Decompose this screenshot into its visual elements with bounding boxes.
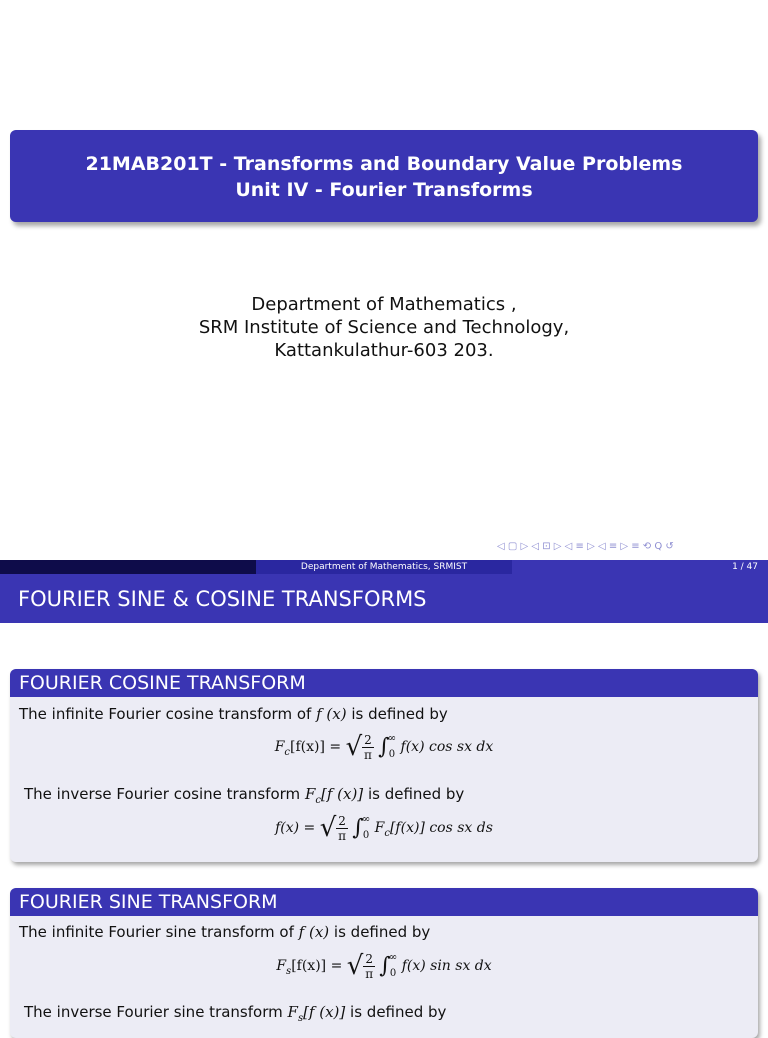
frac-den: π	[364, 747, 372, 762]
int-upper: ∞	[388, 952, 398, 963]
sine-transform-block	[10, 888, 758, 1038]
frac-num: 2	[364, 732, 372, 747]
integral-symbol: ∫	[379, 953, 391, 979]
cosine-inverse-equation	[10, 812, 758, 844]
sine-text2-F: F	[287, 1003, 298, 1021]
sine-block-title	[10, 888, 758, 916]
author-block	[0, 293, 768, 362]
frame-title-text: FOURIER SINE & COSINE TRANSFORMS	[18, 587, 427, 611]
cosine-transform-block	[10, 669, 758, 862]
title-line-2: Unit IV - Fourier Transforms	[235, 179, 533, 201]
frac-num: 2	[338, 813, 346, 828]
eq-body: f(x) sin sx dx	[401, 958, 492, 974]
int-upper: ∞	[361, 814, 371, 825]
fraction	[363, 952, 375, 981]
title-box	[10, 130, 758, 222]
sine-text2-arg: [f (x)]	[303, 1003, 346, 1021]
navigation-icons[interactable]: ◁ ▢ ▷ ◁ ⊡ ▷ ◁ ≡ ▷ ◁ ≡ ▷ ≡ ⟲ Q ↺	[497, 541, 674, 552]
cosine-text2-arg: [f (x)]	[320, 785, 364, 803]
frac-den: π	[365, 966, 374, 981]
sine-text2-post: is defined by	[350, 1003, 447, 1021]
sqrt-symbol: √	[346, 951, 364, 981]
frac-den: π	[338, 828, 347, 843]
sine-text2-pre: The inverse Fourier sine transform	[24, 1003, 283, 1021]
integral-limits	[362, 812, 370, 844]
footer-right	[512, 560, 768, 574]
footer-center: Department of Mathematics, SRMIST	[256, 560, 512, 574]
footer-bar	[0, 560, 768, 574]
eq-F: F	[276, 958, 287, 974]
int-upper: ∞	[387, 733, 397, 744]
footer-left	[0, 560, 256, 574]
author-line-2: SRM Institute of Science and Technology,	[198, 317, 570, 338]
author-line-3: Kattankulathur-603 203.	[274, 340, 494, 361]
eq-F: F	[274, 739, 285, 755]
sqrt-symbol: √	[319, 813, 337, 843]
eq2-F: F	[374, 820, 385, 836]
eq2-lhs: f(x) =	[275, 820, 316, 836]
fraction	[336, 814, 348, 843]
integral-symbol: ∫	[378, 734, 390, 760]
cosine-def-text	[19, 705, 448, 723]
eq-body: f(x) cos sx dx	[400, 739, 494, 755]
eq2-body: [f(x)] cos sx ds	[389, 820, 493, 836]
eq-arg: [f(x)] =	[291, 958, 343, 974]
eq-arg: [f(x)] =	[290, 739, 342, 755]
int-lower: 0	[388, 749, 396, 760]
frac-num: 2	[365, 951, 373, 966]
title-line-1: 21MAB201T - Transforms and Boundary Value Problems	[85, 153, 683, 175]
int-lower: 0	[389, 968, 397, 979]
int-lower: 0	[362, 830, 370, 841]
author-line-1: Department of Mathematics ,	[251, 294, 517, 315]
sine-equation	[10, 950, 758, 982]
cosine-inverse-text	[24, 785, 464, 806]
frame-title	[0, 574, 768, 623]
sqrt-symbol: √	[345, 732, 363, 762]
sine-def-text	[19, 923, 430, 941]
sine-block-title-text: FOURIER SINE TRANSFORM	[19, 891, 278, 913]
content-slide	[0, 574, 768, 1024]
cosine-text2-sub: c	[315, 795, 321, 806]
cosine-block-title-text: FOURIER COSINE TRANSFORM	[19, 672, 306, 694]
cosine-block-title	[10, 669, 758, 697]
cosine-text1-fx: f (x)	[316, 705, 347, 723]
page-number: 1 / 47	[732, 562, 758, 572]
integral-symbol: ∫	[352, 815, 364, 841]
integral-limits	[388, 731, 396, 763]
sine-text1-post: is defined by	[333, 923, 431, 941]
cosine-text1-pre: The infinite Fourier cosine transform of	[19, 705, 312, 723]
integral-limits	[389, 950, 397, 982]
cosine-equation	[10, 731, 758, 763]
cosine-text2-post: is defined by	[367, 785, 465, 803]
sine-text1-pre: The infinite Fourier sine transform of	[19, 923, 294, 941]
sine-text1-fx: f (x)	[298, 923, 330, 941]
eq-sub: s	[286, 965, 292, 977]
cosine-text2-F: F	[304, 785, 316, 803]
cosine-text2-pre: The inverse Fourier cosine transform	[24, 785, 301, 803]
sine-text2-sub: s	[297, 1013, 304, 1024]
eq2-sub: c	[384, 827, 390, 839]
sine-inverse-text	[24, 1003, 446, 1024]
fraction	[362, 733, 374, 762]
cosine-text1-post: is defined by	[351, 705, 448, 723]
eq-sub: c	[284, 746, 291, 758]
